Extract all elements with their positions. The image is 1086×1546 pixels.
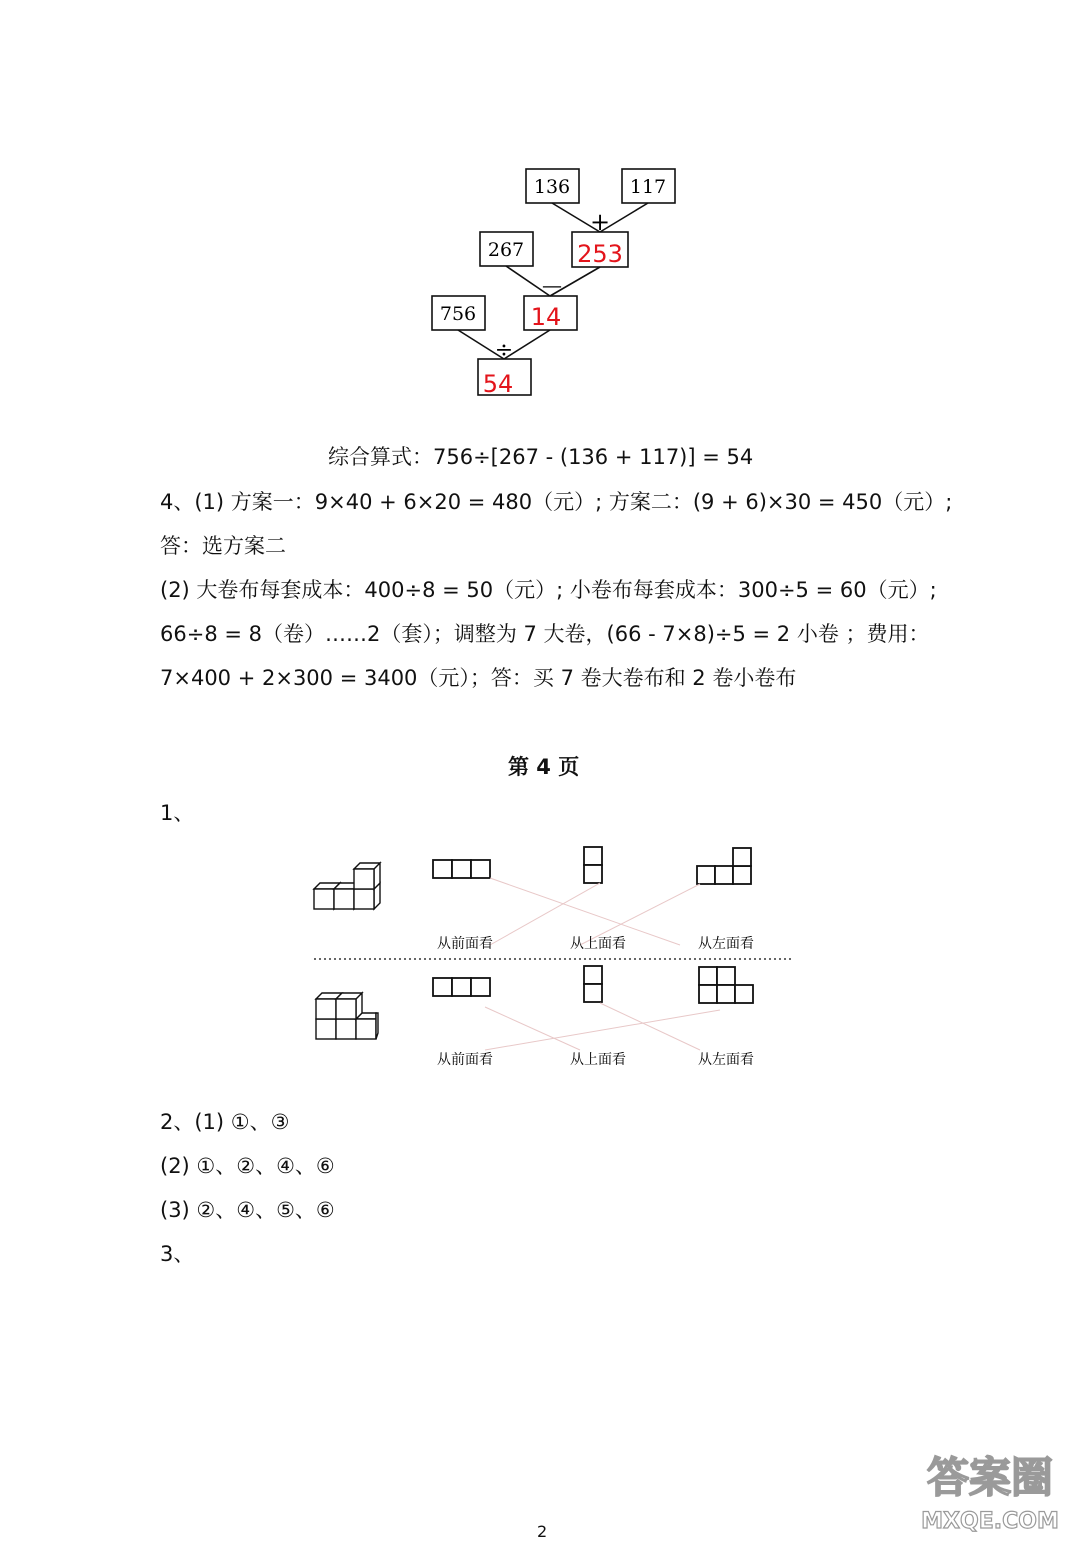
view-two-squares-column-2: [584, 966, 602, 1002]
question-4-2-line-3: 7×400 + 2×300 = 3400（元）；答：买 7 卷大卷布和 2 卷小卷布: [160, 666, 797, 690]
question-4-2-line-1: (2) 大卷布每套成本：400÷8 = 50（元）; 小卷布每套成本：300÷5 = 60（元）;: [160, 578, 937, 602]
tree-answer-14: 14: [530, 303, 562, 331]
formula-line: 综合算式：756÷[267 - (136 + 117)] = 54: [328, 445, 754, 469]
page-number: 2: [537, 1522, 548, 1541]
label-front-view-2: 从前面看: [437, 1052, 493, 1068]
minus-operator: —: [542, 273, 562, 297]
tree-node-136: 136: [533, 176, 571, 198]
matching-lines-bottom: [485, 1003, 720, 1050]
label-front-view-1: 从前面看: [437, 936, 493, 952]
solid-figure-1: [314, 863, 380, 909]
tree-node-756: 756: [439, 303, 477, 325]
question-3-label: 3、: [160, 1242, 195, 1266]
question-2-2: (2) ①、②、④、⑥: [160, 1154, 335, 1178]
question-1-label: 1、: [160, 801, 195, 825]
question-4-2-line-2: 66÷8 = 8（卷）……2（套）；调整为 7 大卷，(66 - 7×8)÷5 = 2 小卷 ；费用：: [160, 622, 930, 646]
label-left-view-2: 从左面看: [698, 1052, 754, 1068]
tree-node-117: 117: [629, 176, 667, 198]
divide-operator: ÷: [494, 338, 514, 363]
view-three-squares-row: [433, 860, 490, 878]
three-view-matching-diagram: [300, 835, 800, 1075]
calculation-tree: [420, 160, 690, 400]
solid-figure-2: [316, 993, 378, 1039]
tree-answer-54: 54: [482, 370, 514, 398]
label-top-view-1: 从上面看: [570, 936, 626, 952]
tree-node-267: 267: [487, 239, 525, 261]
plus-operator: +: [589, 208, 611, 236]
question-2-3: (3) ②、④、⑤、⑥: [160, 1198, 335, 1222]
matching-lines-top: [490, 878, 700, 945]
view-two-squares-column: [584, 847, 602, 883]
page-heading: 第 4 页: [508, 755, 580, 779]
view-three-squares-row-2: [433, 978, 490, 996]
question-4-1-answer: 答：选方案二: [160, 534, 286, 558]
question-4-1: 4、(1) 方案一：9×40 + 6×20 = 480（元）; 方案二：(9 + 6)×30 = 450（元）;: [160, 490, 953, 514]
tree-answer-253: 253: [577, 240, 623, 268]
view-l-shape: [697, 848, 751, 884]
label-left-view-1: 从左面看: [698, 936, 754, 952]
watermark-url: MXQE.COM: [921, 1509, 1059, 1534]
question-2-1: 2、(1) ①、③: [160, 1110, 290, 1134]
label-top-view-2: 从上面看: [570, 1052, 626, 1068]
view-block-shape: [699, 967, 753, 1003]
watermark-logo: [900, 1440, 1080, 1536]
watermark-chinese: 答案圈: [926, 1453, 1054, 1502]
